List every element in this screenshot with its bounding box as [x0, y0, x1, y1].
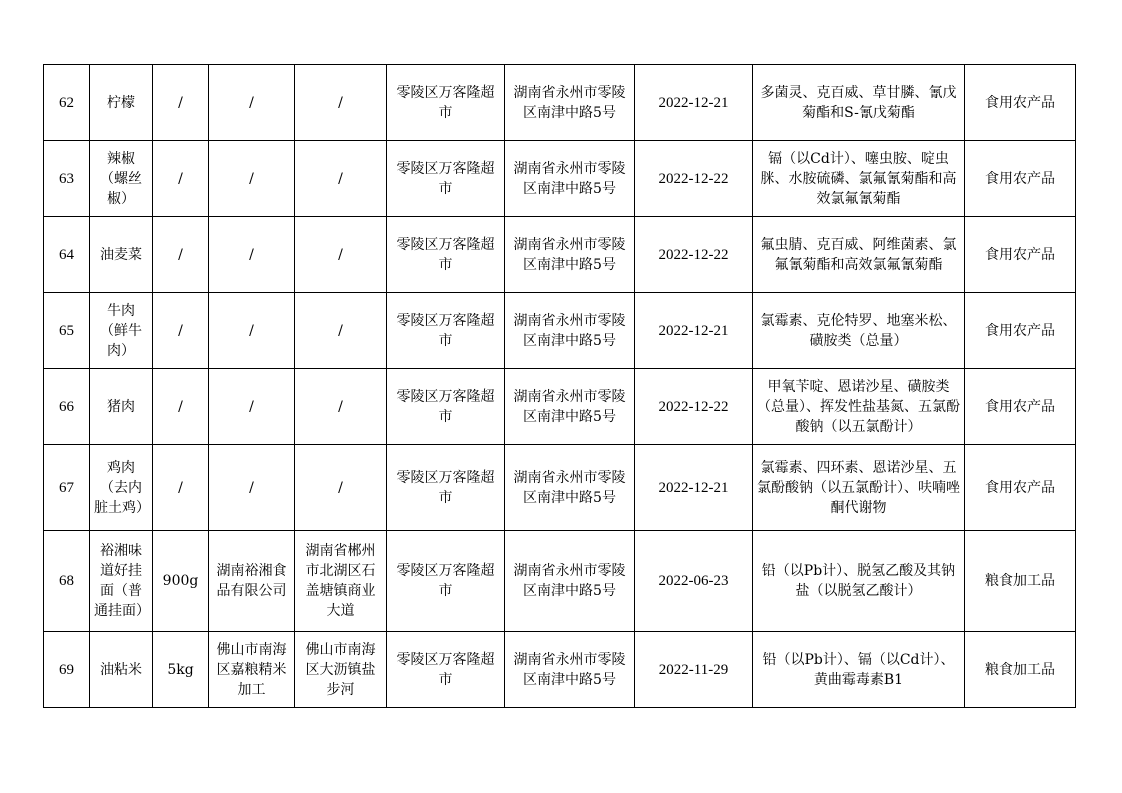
specification-cell: /	[153, 65, 209, 141]
seller-cell: 零陵区万客隆超市	[387, 531, 505, 632]
food-category-cell: 粮食加工品	[965, 632, 1076, 708]
production-date-cell: 2022-12-22	[635, 217, 753, 293]
producer-cell: /	[209, 141, 295, 217]
inspection-items-cell: 铅（以Pb计）、脱氢乙酸及其钠盐（以脱氢乙酸计）	[753, 531, 965, 632]
seller-cell: 零陵区万客隆超市	[387, 141, 505, 217]
seller-cell: 零陵区万客隆超市	[387, 65, 505, 141]
producer-cell: /	[209, 293, 295, 369]
inspection-items-cell: 氯霉素、克伦特罗、地塞米松、磺胺类（总量）	[753, 293, 965, 369]
seller-address-cell: 湖南省永州市零陵区南津中路5号	[505, 141, 635, 217]
table-row	[44, 445, 1076, 531]
row-number: 68	[44, 531, 90, 632]
seller-address-cell: 湖南省永州市零陵区南津中路5号	[505, 217, 635, 293]
production-date-cell: 2022-06-23	[635, 531, 753, 632]
row-number: 69	[44, 632, 90, 708]
production-date-cell: 2022-12-21	[635, 65, 753, 141]
table-row	[44, 632, 1076, 708]
seller-cell: 零陵区万客隆超市	[387, 293, 505, 369]
seller-address-cell: 湖南省永州市零陵区南津中路5号	[505, 369, 635, 445]
food-category-cell: 食用农产品	[965, 293, 1076, 369]
product-name-cell: 鸡肉（去内脏土鸡）	[90, 445, 153, 531]
seller-cell: 零陵区万客隆超市	[387, 369, 505, 445]
producer-address-cell: /	[295, 445, 387, 531]
inspection-items-cell: 氟虫腈、克百威、阿维菌素、氯氟氰菊酯和高效氯氟氰菊酯	[753, 217, 965, 293]
producer-address-cell: /	[295, 141, 387, 217]
production-date-cell: 2022-12-22	[635, 369, 753, 445]
seller-address-cell: 湖南省永州市零陵区南津中路5号	[505, 293, 635, 369]
specification-cell: /	[153, 445, 209, 531]
seller-address-cell: 湖南省永州市零陵区南津中路5号	[505, 531, 635, 632]
producer-cell: /	[209, 369, 295, 445]
producer-cell: /	[209, 217, 295, 293]
producer-address-cell: 湖南省郴州市北湖区石盖塘镇商业大道	[295, 531, 387, 632]
row-number: 62	[44, 65, 90, 141]
producer-address-cell: /	[295, 369, 387, 445]
product-name-cell: 油粘米	[90, 632, 153, 708]
food-category-cell: 食用农产品	[965, 141, 1076, 217]
specification-cell: 900g	[153, 531, 209, 632]
producer-cell: /	[209, 65, 295, 141]
inspection-items-cell: 铅（以Pb计）、镉（以Cd计）、黄曲霉毒素B1	[753, 632, 965, 708]
specification-cell: 5kg	[153, 632, 209, 708]
food-category-cell: 粮食加工品	[965, 531, 1076, 632]
row-number: 63	[44, 141, 90, 217]
sampling-results-table	[43, 64, 1076, 708]
food-category-cell: 食用农产品	[965, 445, 1076, 531]
seller-address-cell: 湖南省永州市零陵区南津中路5号	[505, 632, 635, 708]
specification-cell: /	[153, 217, 209, 293]
row-number: 67	[44, 445, 90, 531]
table-row	[44, 217, 1076, 293]
specification-cell: /	[153, 293, 209, 369]
table-row	[44, 293, 1076, 369]
producer-cell: 湖南裕湘食品有限公司	[209, 531, 295, 632]
inspection-items-cell: 氯霉素、四环素、恩诺沙星、五氯酚酸钠（以五氯酚计）、呋喃唑酮代谢物	[753, 445, 965, 531]
table-row	[44, 369, 1076, 445]
inspection-items-cell: 甲氧苄啶、恩诺沙星、磺胺类（总量）、挥发性盐基氮、五氯酚酸钠（以五氯酚计）	[753, 369, 965, 445]
table-row	[44, 65, 1076, 141]
table-body	[44, 65, 1076, 708]
table-row	[44, 141, 1076, 217]
inspection-items-cell: 镉（以Cd计）、噻虫胺、啶虫脒、水胺硫磷、氯氟氰菊酯和高效氯氟氰菊酯	[753, 141, 965, 217]
product-name-cell: 柠檬	[90, 65, 153, 141]
product-name-cell: 猪肉	[90, 369, 153, 445]
table-row	[44, 531, 1076, 632]
product-name-cell: 油麦菜	[90, 217, 153, 293]
producer-address-cell: /	[295, 65, 387, 141]
product-name-cell: 牛肉（鲜牛肉）	[90, 293, 153, 369]
production-date-cell: 2022-12-22	[635, 141, 753, 217]
food-category-cell: 食用农产品	[965, 217, 1076, 293]
producer-cell: 佛山市南海区嘉粮精米加工	[209, 632, 295, 708]
seller-address-cell: 湖南省永州市零陵区南津中路5号	[505, 65, 635, 141]
row-number: 64	[44, 217, 90, 293]
seller-cell: 零陵区万客隆超市	[387, 217, 505, 293]
specification-cell: /	[153, 369, 209, 445]
production-date-cell: 2022-12-21	[635, 293, 753, 369]
seller-cell: 零陵区万客隆超市	[387, 445, 505, 531]
food-category-cell: 食用农产品	[965, 65, 1076, 141]
producer-address-cell: /	[295, 293, 387, 369]
production-date-cell: 2022-12-21	[635, 445, 753, 531]
production-date-cell: 2022-11-29	[635, 632, 753, 708]
specification-cell: /	[153, 141, 209, 217]
producer-address-cell: 佛山市南海区大沥镇盐步河	[295, 632, 387, 708]
row-number: 65	[44, 293, 90, 369]
seller-cell: 零陵区万客隆超市	[387, 632, 505, 708]
food-category-cell: 食用农产品	[965, 369, 1076, 445]
producer-cell: /	[209, 445, 295, 531]
producer-address-cell: /	[295, 217, 387, 293]
seller-address-cell: 湖南省永州市零陵区南津中路5号	[505, 445, 635, 531]
inspection-items-cell: 多菌灵、克百威、草甘膦、氰戊菊酯和S-氰戊菊酯	[753, 65, 965, 141]
row-number: 66	[44, 369, 90, 445]
product-name-cell: 裕湘味道好挂面（普通挂面）	[90, 531, 153, 632]
product-name-cell: 辣椒（螺丝椒）	[90, 141, 153, 217]
sampling-table-wrapper	[43, 64, 1075, 708]
